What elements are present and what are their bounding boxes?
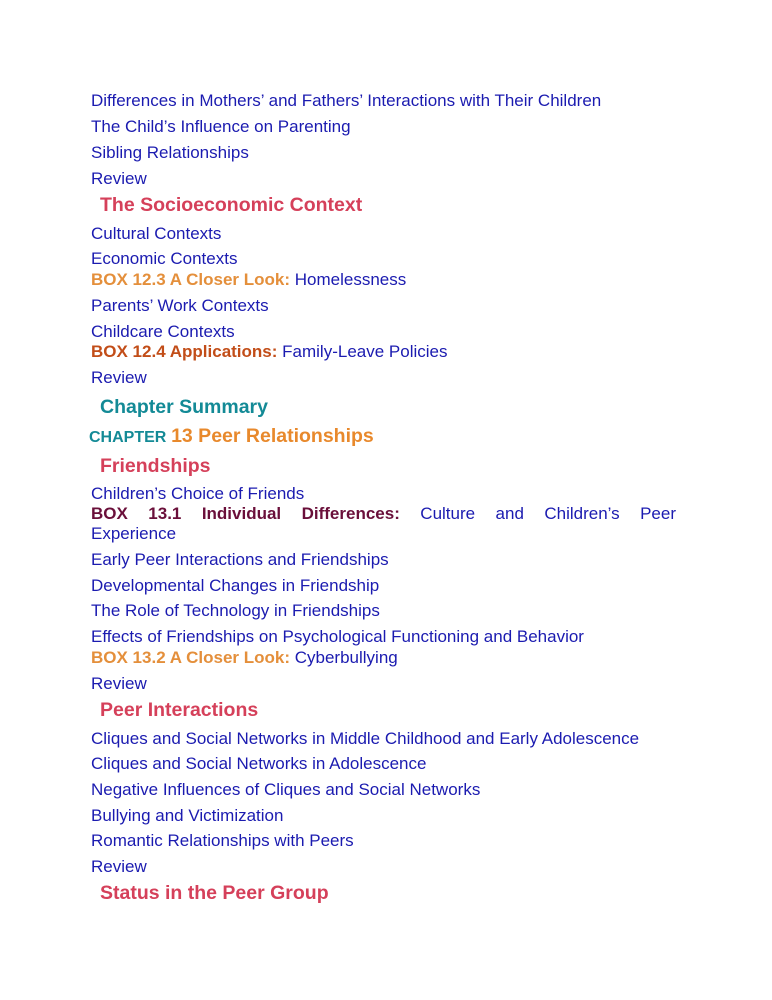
toc-entry-romantic-relationships[interactable]: Romantic Relationships with Peers bbox=[91, 831, 354, 850]
toc-entry-childcare-contexts[interactable]: Childcare Contexts bbox=[91, 322, 235, 341]
box-word: Differences: bbox=[301, 504, 400, 523]
toc-entry-choice-of-friends[interactable]: Children’s Choice of Friends bbox=[91, 484, 305, 503]
box-label: BOX 13.2 A Closer Look: bbox=[91, 648, 291, 667]
box-12-4-entry[interactable] bbox=[91, 342, 676, 362]
toc-entry-review[interactable]: Review bbox=[91, 674, 147, 693]
box-title-continuation: Experience bbox=[91, 524, 177, 543]
box-title: Family-Leave Policies bbox=[282, 342, 448, 361]
toc-entry-early-peer-interactions[interactable]: Early Peer Interactions and Friendships bbox=[91, 550, 389, 569]
box-word: Children’s bbox=[544, 504, 620, 523]
box-word: Individual bbox=[201, 504, 282, 523]
toc-entry-cliques-adolescence[interactable]: Cliques and Social Networks in Adolescence bbox=[91, 754, 427, 773]
section-heading-peer-interactions[interactable]: Peer Interactions bbox=[100, 699, 259, 721]
toc-entry-cultural-contexts[interactable]: Cultural Contexts bbox=[91, 224, 222, 243]
box-word: BOX bbox=[91, 504, 128, 523]
box-13-2-entry[interactable] bbox=[91, 648, 676, 668]
toc-entry-cliques-middle-childhood[interactable]: Cliques and Social Networks in Middle Childhood and Early Adolescence bbox=[91, 729, 640, 748]
toc-entry-child-influence[interactable]: The Child’s Influence on Parenting bbox=[91, 117, 351, 136]
box-12-3-entry[interactable] bbox=[91, 270, 676, 290]
chapter-heading[interactable] bbox=[89, 424, 676, 450]
toc-entry-sibling-relationships[interactable]: Sibling Relationships bbox=[91, 143, 249, 162]
section-heading-chapter-summary[interactable]: Chapter Summary bbox=[100, 396, 268, 418]
toc-entry-effects-of-friendships[interactable]: Effects of Friendships on Psychological Functioning and Behavior bbox=[91, 627, 584, 646]
toc-entry-bullying[interactable]: Bullying and Victimization bbox=[91, 806, 284, 825]
toc-entry-negative-influences[interactable]: Negative Influences of Cliques and Social Networks bbox=[91, 780, 481, 799]
toc-entry-review[interactable]: Review bbox=[91, 169, 147, 188]
toc-entry-economic-contexts[interactable]: Economic Contexts bbox=[91, 249, 238, 268]
toc-entry-work-contexts[interactable]: Parents’ Work Contexts bbox=[91, 296, 269, 315]
box-13-1-entry[interactable] bbox=[91, 504, 676, 544]
box-word: 13.1 bbox=[148, 504, 182, 523]
toc-entry-technology[interactable]: The Role of Technology in Friendships bbox=[91, 601, 380, 620]
section-heading-socioeconomic[interactable]: The Socioeconomic Context bbox=[100, 194, 363, 216]
box-word: Culture bbox=[420, 504, 476, 523]
box-title: Cyberbullying bbox=[294, 648, 398, 667]
box-word: and bbox=[495, 504, 524, 523]
box-label: BOX 12.3 A Closer Look: bbox=[91, 270, 291, 289]
toc-entry-developmental-changes[interactable]: Developmental Changes in Friendship bbox=[91, 576, 380, 595]
box-word: Peer bbox=[640, 504, 676, 523]
toc-entry-review[interactable]: Review bbox=[91, 368, 147, 387]
section-heading-status-peer-group[interactable]: Status in the Peer Group bbox=[100, 882, 329, 904]
box-title: Homelessness bbox=[294, 270, 407, 289]
box-label: BOX 12.4 Applications: bbox=[91, 342, 278, 361]
toc-entry-parent-differences[interactable]: Differences in Mothers’ and Fathers’ Interactions with Their Children bbox=[91, 91, 602, 110]
chapter-word: CHAPTER bbox=[89, 429, 167, 446]
section-heading-friendships[interactable]: Friendships bbox=[100, 455, 211, 477]
chapter-title: 13 Peer Relationships bbox=[171, 425, 374, 447]
toc-entry-review[interactable]: Review bbox=[91, 857, 147, 876]
